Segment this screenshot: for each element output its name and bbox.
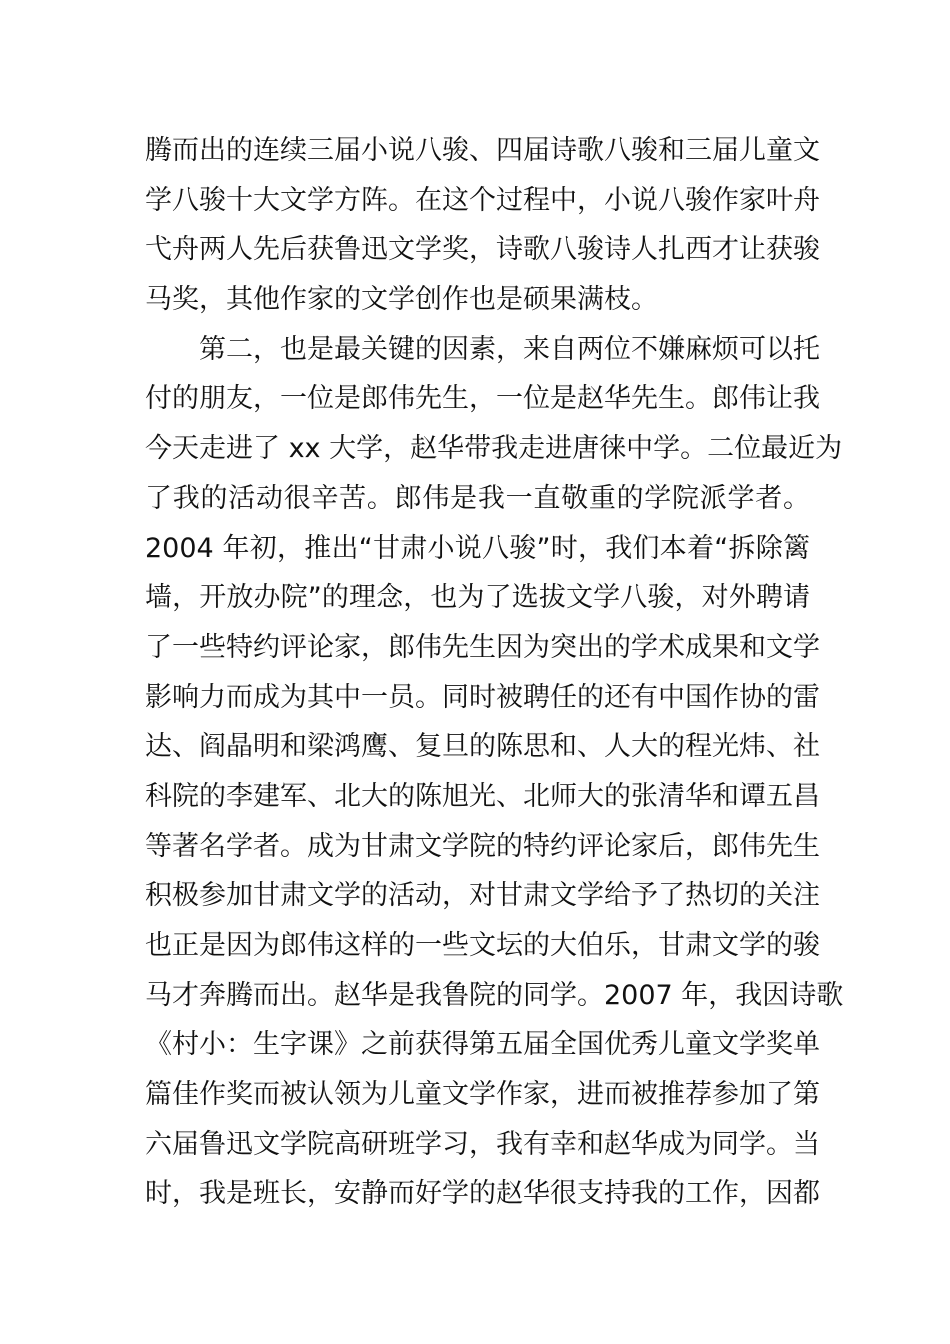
text-line: 学八骏十大文学方阵。在这个过程中，小说八骏作家叶舟	[145, 184, 820, 216]
text-line: 弋舟两人先后获鲁迅文学奖，诗歌八骏诗人扎西才让获骏	[145, 234, 820, 266]
text-line: 积极参加甘肃文学的活动，对甘肃文学给予了热切的关注	[145, 880, 820, 912]
text-line: 科院的李建军、北大的陈旭光、北师大的张清华和谭五昌	[145, 780, 820, 812]
text-line: 腾而出的连续三届小说八骏、四届诗歌八骏和三届儿童文	[145, 135, 820, 166]
text-line: 了我的活动很辛苦。郎伟是我一直敬重的学院派学者。	[145, 482, 810, 514]
text-line: 付的朋友，一位是郎伟先生，一位是赵华先生。郎伟让我	[145, 383, 820, 415]
text-line: 时，我是班长，安静而好学的赵华很支持我的工作，因都	[145, 1178, 820, 1210]
text-line: 《村小：生字课》之前获得第五届全国优秀儿童文学奖单	[145, 1029, 820, 1061]
text-line: 马奖，其他作家的文学创作也是硕果满枝。	[145, 284, 658, 316]
text-line: 2004 年初，推出“甘肃小说八骏”时，我们本着“拆除篱	[145, 532, 810, 564]
text-line: 了一些特约评论家，郎伟先生因为突出的学术成果和文学	[145, 631, 820, 663]
text-line: 达、阎晶明和梁鸿鹰、复旦的陈思和、人大的程光炜、社	[145, 731, 820, 763]
text-line: 等著名学者。成为甘肃文学院的特约评论家后，郎伟先生	[145, 830, 820, 862]
text-line: 马才奔腾而出。赵华是我鲁院的同学。2007 年，我因诗歌	[145, 979, 844, 1011]
paragraph-start-line: 第二，也是最关键的因素，来自两位不嫌麻烦可以托	[145, 333, 820, 365]
body-text	[145, 126, 844, 1219]
text-line: 今天走进了 xx 大学，赵华带我走进唐徕中学。二位最近为	[145, 433, 843, 465]
text-line: 也正是因为郎伟这样的一些文坛的大伯乐，甘肃文学的骏	[145, 930, 820, 961]
text-line: 影响力而成为其中一员。同时被聘任的还有中国作协的雷	[145, 681, 820, 713]
text-line: 墙，开放办院”的理念，也为了选拔文学八骏，对外聘请	[145, 582, 810, 614]
text-line: 六届鲁迅文学院高研班学习，我有幸和赵华成为同学。当	[145, 1128, 820, 1160]
text-line: 篇佳作奖而被认领为儿童文学作家，进而被推荐参加了第	[145, 1079, 820, 1111]
